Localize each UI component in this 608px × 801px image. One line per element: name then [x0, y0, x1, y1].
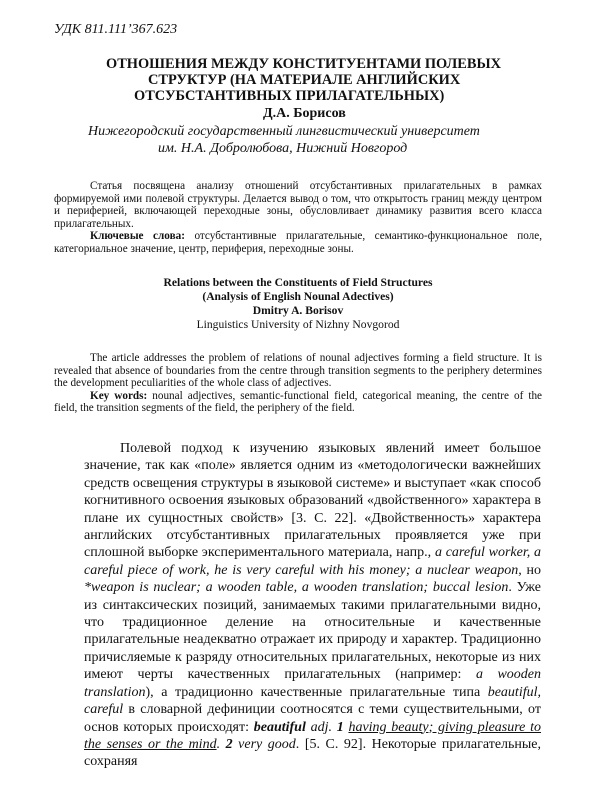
abstract-ru — [54, 180, 542, 256]
subtitle-en: (Analysis of English Nounal Adectives) — [202, 290, 394, 303]
dictionary-pos: adj. — [305, 719, 337, 735]
definition-1: having beauty; giving pleasure to the senses or the mind — [84, 719, 541, 752]
keywords-en — [54, 390, 542, 415]
title-en: Relations between the Constituents of Field Structures — [163, 276, 433, 289]
body-text-3: . Уже из синтаксических позиций, занимаемых такими прилагательными видно, что традиционное деление на относительные и качественные прилагательные неадекватно отражает их природу и характер. Традиционно причисляемые к разряду относительных прилагательных, некоторые из них имеют черты качественных прилагательных (например: — [84, 580, 541, 683]
keywords-en-text: nounal adjectives, semantic-functional field, categorical meaning, the centre of the field, the transition segments of the field, the periphery of the field. — [54, 389, 542, 415]
body-text-4: ), а традиционно качественные прилагательные типа — [145, 684, 488, 700]
main-body — [84, 440, 541, 771]
keywords-ru — [54, 230, 542, 255]
dictionary-headword: beautiful — [253, 719, 306, 735]
definition-separator: . — [216, 736, 226, 752]
example-1: a careful worker, a careful piece of work, he is very careful with his money; a nuclear weapon — [84, 545, 541, 578]
udk-code: УДК 811.111’367.623 — [54, 22, 178, 37]
definition-2: very good — [232, 736, 296, 752]
body-text-1: Полевой подход к изучению языковых явлений имеет большое значение, так как «поле» является одним из «методологически важнейших средств освещения структуры в языковой системе» и выступает «как способ когнитивного освоения языковых образований «двойственного» характера в плане их сущностных свойств» [3. С. 22]. «Двойственность» характера английских отсубстантивных прилагательных проявляется уже при сплошной выборке экспериментального материала, напр., — [84, 441, 541, 561]
body-paragraph — [84, 440, 541, 771]
sense-number-1: 1 — [336, 719, 344, 735]
example-3: a wooden translation — [84, 667, 541, 700]
abstract-en-text: The article addresses the problem of relations of nounal adjectives forming a field structure. It is revealed that absence of boundaries from the centre through transition segments to the periphery determines the development peculiarities of the whole class of adjectives. — [54, 352, 542, 390]
keywords-ru-text: отсубстантивные прилагательные, семантико-функциональное поле, категориальное значение, центр, периферия, переходные зоны. — [54, 230, 542, 255]
body-text-6: . [5. С. 92]. Некоторые прилагательные, сохраняя — [84, 736, 542, 770]
example-4: beautiful, careful — [84, 684, 541, 718]
affiliation-ru-line-2: им. Н.А. Добролюбова, Нижний Новгород — [158, 141, 408, 156]
affiliation-ru-line-1: Нижегородский государственный лингвистический университет — [88, 124, 480, 139]
body-text-5: в словарной дефиниции соотносятся с теми существительными, от основ которых происходят: — [84, 702, 541, 735]
example-2: *weapon is nuclear; a wooden table, a wooden translation; buccal lesion — [84, 580, 509, 596]
keywords-en-label: Key words: — [90, 389, 148, 402]
keywords-ru-label: Ключевые слова: — [90, 230, 185, 243]
abstract-ru-text: Статья посвящена анализу отношений отсубстантивных прилагательных в рамках формируемой ими полевой структуры. Делается вывод о том, что открытость границ между центром и периферией, включающей переходные зоны, обусловливает динамику развития всего класса прилагательных. — [54, 180, 542, 230]
affiliation-en: Linguistics University of Nizhny Novgorod — [196, 318, 400, 331]
author-ru: Д.А. Борисов — [263, 106, 346, 121]
title-ru-line-3: ОТСУБСТАНТИВНЫХ ПРИЛАГАТЕЛЬНЫХ) — [134, 88, 445, 104]
title-ru-line-1: ОТНОШЕНИЯ МЕЖДУ КОНСТИТУЕНТАМИ ПОЛЕВЫХ — [106, 56, 501, 72]
sense-number-2: 2 — [225, 736, 233, 752]
author-en: Dmitry A. Borisov — [252, 304, 344, 317]
title-ru-line-2: СТРУКТУР (НА МАТЕРИАЛЕ АНГЛИЙСКИХ — [148, 72, 461, 88]
body-text-2: , но — [518, 562, 541, 578]
abstract-en — [54, 352, 542, 415]
